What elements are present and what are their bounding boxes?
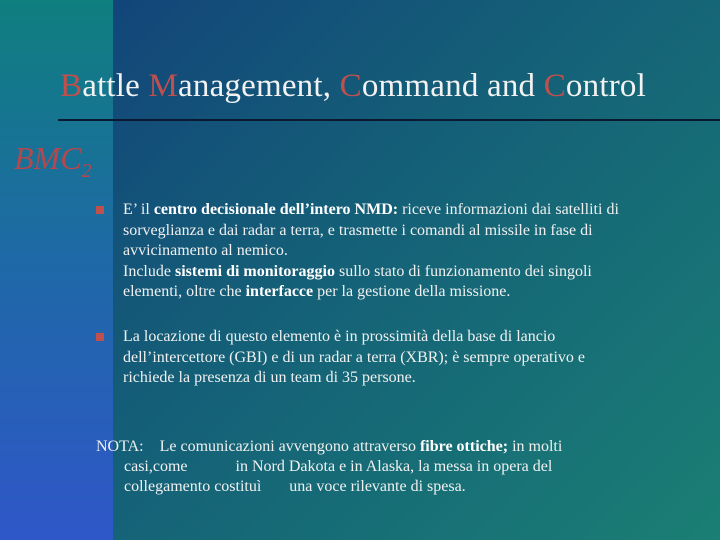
text-run: una voce rilevante di spesa. (289, 478, 466, 495)
title-word-command: ommand and (361, 68, 544, 104)
text-line: dell’intercettore (GBI) e di un radar a terra (XBR); è sempre operativo e (123, 348, 586, 366)
bold-run: sistemi di monitoraggio (174, 262, 335, 280)
title-divider (58, 119, 720, 121)
subtitle-subscript: 2 (81, 160, 92, 182)
note-paragraph (96, 437, 656, 497)
bullet-item-bmc2-role (96, 200, 696, 303)
text-run: per la gestione della missione. (313, 283, 511, 300)
text-run: elementi, oltre che (123, 283, 246, 300)
text-line: La locazione di questo elemento è in prossimità della base di lancio (123, 328, 556, 345)
subtitle-main: BMC (14, 140, 82, 176)
text-run: sullo stato di funzionamento dei singoli (334, 262, 592, 280)
bullet-square-icon (96, 206, 104, 214)
title-initial-b: B (60, 68, 83, 104)
text-run: collegamento costituì (124, 478, 262, 495)
text-run: in Nord Dakota e in Alaska, la messa in opera del (235, 458, 553, 475)
text-run: Include (123, 262, 175, 280)
bold-run: centro decisionale dell’intero (153, 201, 351, 218)
text-line: sorveglianza e dai radar a terra, e trasmette i comandi al missile in fase di (123, 221, 593, 239)
bullet-text (123, 200, 696, 303)
title-word-control: ontrol (565, 68, 646, 104)
text-run: E’ il (123, 201, 154, 218)
bold-run: interfacce (245, 283, 314, 300)
text-run: Le comunicazioni avvengono attraverso (159, 438, 420, 455)
bullet-text (123, 327, 696, 389)
slide-title (60, 68, 700, 105)
text-run: casi,come (124, 458, 188, 475)
text-line: richiede la presenza di un team di 35 persone. (123, 369, 416, 386)
title-initial-m: M (148, 68, 179, 104)
bold-run: fibre ottiche; (419, 438, 509, 455)
slide-subtitle (14, 140, 92, 183)
title-initial-c1: C (339, 68, 362, 104)
text-line: avvicinamento al nemico. (123, 242, 288, 259)
bullet-item-location (96, 327, 696, 389)
text-run: riceve informazioni dai satelliti di (398, 201, 619, 218)
title-word-management: anagement, (178, 68, 340, 104)
text-run: in molti (508, 438, 563, 455)
note-label: NOTA: (96, 438, 144, 455)
bold-run: NMD: (350, 201, 399, 218)
title-initial-c2: C (543, 68, 566, 104)
title-word-battle: attle (82, 68, 149, 104)
bullet-square-icon (96, 333, 104, 341)
